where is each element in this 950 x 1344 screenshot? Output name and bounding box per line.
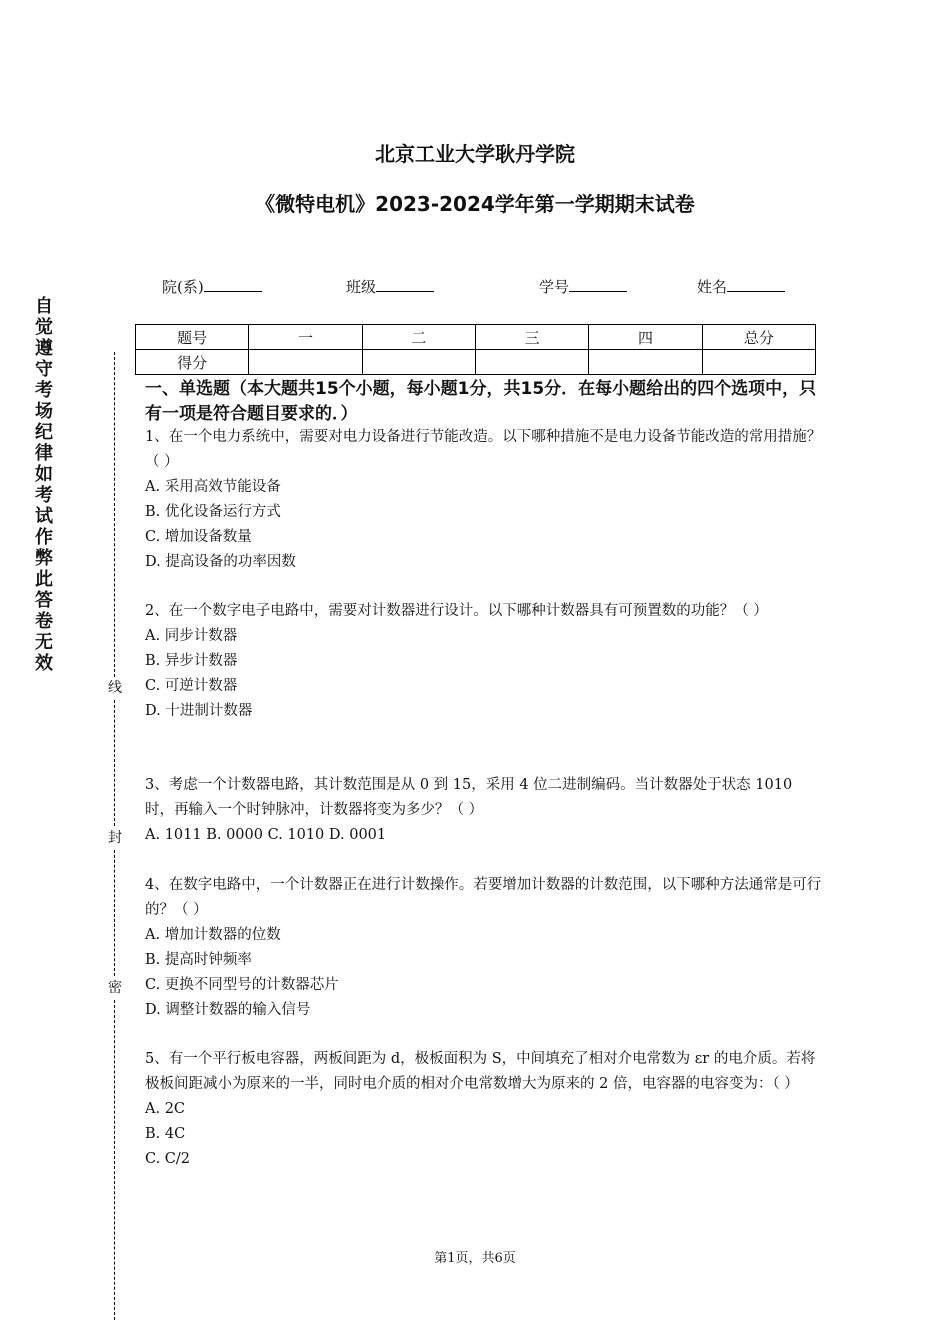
score-header-cell: 二 (362, 325, 475, 350)
option[interactable]: C. 可逆计数器 (145, 678, 238, 694)
section-heading: 一、单选题（本大题共15个小题，每小题1分，共15分．在每小题给出的四个选项中，只有一项是符合题目要求的．） (145, 379, 817, 424)
score-cell[interactable] (362, 350, 475, 375)
student-no-field: 学号 (539, 276, 627, 297)
question-5 (145, 1047, 825, 1172)
binding-line (114, 850, 115, 976)
option[interactable]: A. 同步计数器 (145, 628, 238, 644)
name-blank[interactable] (727, 277, 785, 292)
score-header-cell: 三 (475, 325, 588, 350)
score-cell[interactable] (702, 350, 815, 375)
class-field: 班级 (346, 276, 434, 297)
question-stem: 2、在一个数字电子电路中，需要对计数器进行设计。以下哪种计数器具有可预置数的功能？（ ） (145, 603, 768, 619)
score-header-cell: 总分 (702, 325, 815, 350)
option[interactable]: B. 异步计数器 (145, 653, 238, 669)
binding-line (114, 700, 115, 826)
option[interactable]: C. C/2 (145, 1151, 191, 1167)
question-4 (145, 873, 825, 1023)
question-2 (145, 599, 825, 724)
student-no-blank[interactable] (569, 277, 627, 292)
student-info-row (0, 276, 950, 298)
option[interactable]: A. 采用高效节能设备 (145, 479, 281, 495)
option[interactable]: D. 十进制计数器 (145, 703, 253, 719)
score-header-cell: 题号 (136, 325, 249, 350)
dept-field: 院(系) (162, 276, 262, 297)
score-header-cell: 四 (589, 325, 702, 350)
score-table-header-row (136, 325, 816, 350)
school-title: 北京工业大学耿丹学院 (375, 142, 575, 166)
score-row-label: 得分 (136, 350, 249, 375)
option[interactable]: C. 更换不同型号的计数器芯片 (145, 977, 339, 993)
binding-mark-seal: 封 (108, 830, 122, 846)
question-1 (145, 425, 825, 575)
score-cell[interactable] (249, 350, 362, 375)
question-stem: 1、在一个电力系统中，需要对电力设备进行节能改造。以下哪种措施不是电力设备节能改造的常用措施？（ ） (145, 429, 822, 470)
exam-title: 《微特电机》2023-2024学年第一学期期末试卷 (255, 192, 695, 216)
option[interactable]: A. 增加计数器的位数 (145, 927, 281, 943)
option[interactable]: A. 2C (145, 1101, 186, 1117)
page-number: 第1页，共6页 (434, 1251, 516, 1266)
score-table (135, 324, 816, 375)
dept-blank[interactable] (204, 277, 262, 292)
option[interactable]: B. 优化设备运行方式 (145, 504, 281, 520)
binding-line (114, 1000, 115, 1320)
exam-discipline-notice: 自觉遵守考场纪律如考试作弊此答卷无效 (35, 296, 53, 674)
question-stem: 3、考虑一个计数器电路，其计数范围是从 0 到 15，采用 4 位二进制编码。当计数器处于状态 1010 时，再输入一个时钟脉冲，计数器将变为多少？（ ） (145, 777, 793, 818)
binding-mark-secret: 密 (108, 980, 122, 996)
binding-line (114, 352, 115, 677)
question-stem: 5、有一个平行板电容器，两板间距为 d，极板面积为 S，中间填充了相对介电常数为 εr 的电介质。若将极板间距减小为原来的一半，同时电介质的相对介电常数增大为原来的 2 倍，电容器的电容变为：（ ） (145, 1051, 816, 1092)
option[interactable]: D. 调整计数器的输入信号 (145, 1002, 311, 1018)
option[interactable]: B. 提高时钟频率 (145, 952, 252, 968)
class-blank[interactable] (376, 277, 434, 292)
binding-mark-line: 线 (108, 680, 122, 696)
option[interactable]: B. 4C (145, 1126, 186, 1142)
option[interactable]: C. 增加设备数量 (145, 529, 252, 545)
score-cell[interactable] (475, 350, 588, 375)
question-3 (145, 773, 825, 848)
name-field: 姓名 (697, 276, 785, 297)
score-table-score-row (136, 350, 816, 375)
option[interactable]: D. 提高设备的功率因数 (145, 554, 296, 570)
score-cell[interactable] (589, 350, 702, 375)
option[interactable]: A. 1011 B. 0000 C. 1010 D. 0001 (145, 827, 387, 843)
question-stem: 4、在数字电路中，一个计数器正在进行计数操作。若要增加计数器的计数范围，以下哪种方法通常是可行的？（ ） (145, 877, 822, 918)
score-header-cell: 一 (249, 325, 362, 350)
